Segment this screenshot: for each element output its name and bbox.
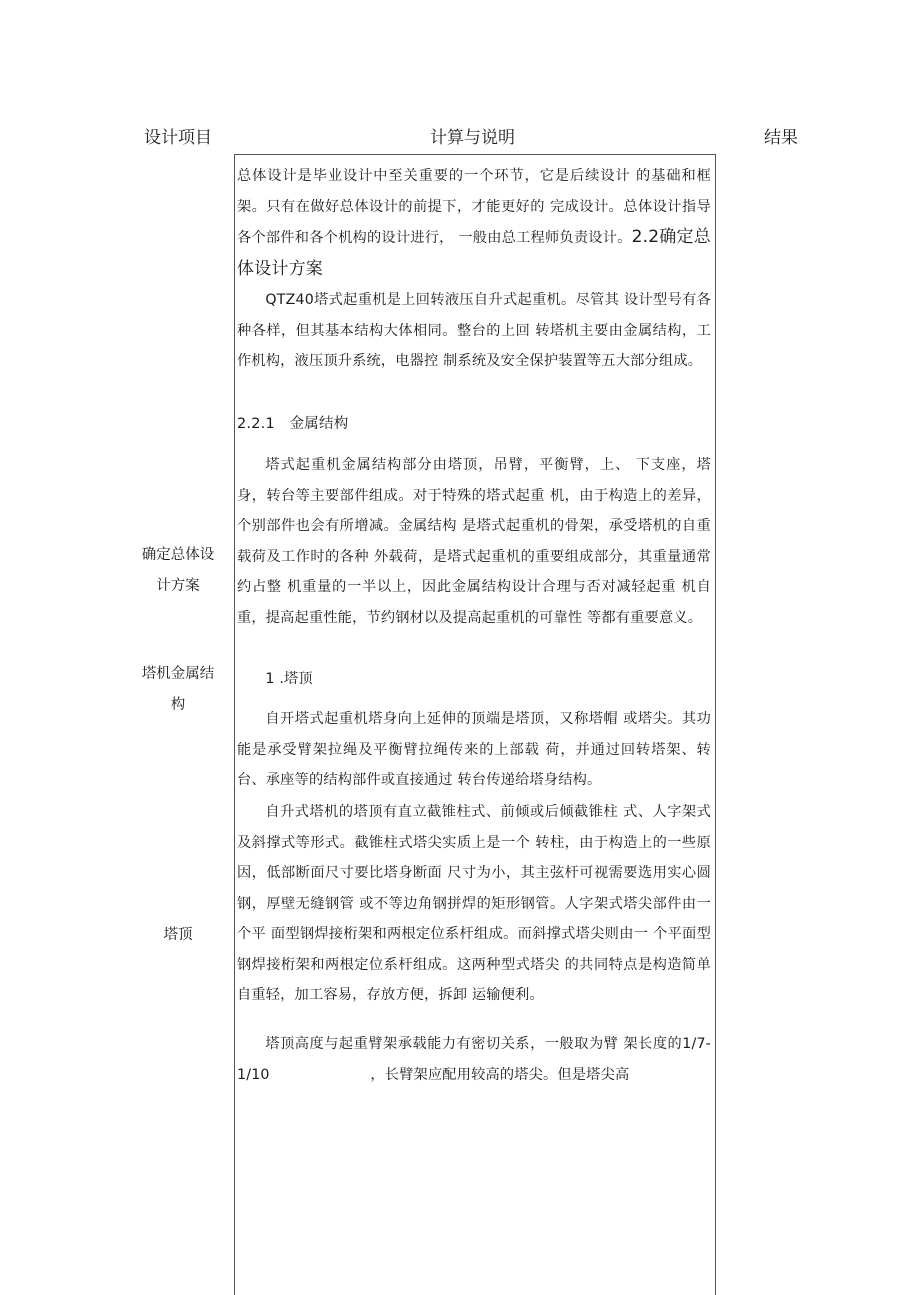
paragraph-intro	[237, 161, 711, 285]
header-calculation: 计算与说明	[430, 128, 515, 148]
section-heading-2-2-1: 2.2.1 金属结构	[237, 416, 349, 432]
paragraph-tower-top-function: 自开塔式起重机塔身向上延伸的顶端是塔顶，又称塔帽 或塔尖。其功能是承受臂架拉绳及平衡臂拉绳传来的上部载 荷，并通过回转塔架、转台、承座等的结构部件或直接通过 转台传递给塔身结构。	[237, 711, 711, 788]
label-metal-structure: 塔机金属结构	[141, 666, 215, 713]
paragraph-tower-top-types: 自升式塔机的塔顶有直立截锥柱式、前倾或后倾截锥柱 式、人字架式及斜撑式等形式。截锥柱式塔尖实质上是一个 转柱，由于构造上的一些原因，低部断面尺寸要比塔身断面 尺寸为小，其主弦杆可视需要选用实心圆钢，厚壁无缝钢管 或不等边角钢拼焊的矩形钢管。人字架式塔尖部件由一个平 面型钢焊接桁架和两根定位系杆组成。而斜撑式塔尖则由一 个平面型钢焊接桁架和两根定位系杆组成。这两种型式塔尖 的共同特点是构造简单自重轻，加工容易，存放方便，拆卸 运输便利。	[237, 804, 711, 1003]
content-block-heading-221	[237, 409, 711, 440]
header-design-item: 设计项目	[144, 128, 212, 148]
section-heading-tower-top: 1 .塔顶	[265, 671, 313, 687]
content-block-qtz40	[237, 285, 711, 377]
content-block-metal	[237, 450, 711, 633]
content-block-heading-1	[237, 664, 711, 695]
label-overall-design: 确定总体设计方案	[141, 547, 215, 594]
label-tower-top: 塔顶	[163, 927, 193, 943]
content-block-intro	[237, 161, 711, 285]
content-block-tower-top-2	[237, 797, 711, 1011]
content-block-tower-top-3	[237, 1029, 711, 1090]
section-heading-2-2: 2.2确定总体设计方案	[237, 227, 711, 279]
paragraph-tower-top-height: 塔顶高度与起重臂架承载能力有密切关系，一般取为臂 架长度的1/7-1/10 ，长臂架应配用较高的塔尖。但是塔尖高	[237, 1036, 711, 1083]
header-result: 结果	[764, 128, 798, 148]
content-block-tower-top-1	[237, 704, 711, 796]
paragraph-intro-text: 总体设计是毕业设计中至关重要的一个环节，它是后续设计 的基础和框架。只有在做好总体设计的前提下，才能更好的 完成设计。总体设计指导各个部件和各个机构的设计进行， 一般由总工程师负责设计。	[237, 168, 711, 246]
paragraph-metal-structure: 塔式起重机金属结构部分由塔顶，吊臂，平衡臂，上、 下支座，塔身，转台等主要部件组成。对于特殊的塔式起重 机，由于构造上的差异，个别部件也会有所增减。金属结构 是塔式起重机的骨架，承受塔机的自重载荷及工作时的各种 外载荷，是塔式起重机的重要组成部分，其重量通常约占整 机重量的一半以上，因此金属结构设计合理与否对减轻起重 机自重，提高起重性能，节约钢材以及提高起重机的可靠性 等都有重要意义。	[237, 457, 711, 626]
paragraph-qtz40: QTZ40塔式起重机是上回转液压自升式起重机。尽管其 设计型号有各种各样，但其基本结构大体相同。整台的上回 转塔机主要由金属结构，工作机构，液压顶升系统，电器控 制系统及安全保护装置等五大部分组成。	[237, 292, 711, 369]
